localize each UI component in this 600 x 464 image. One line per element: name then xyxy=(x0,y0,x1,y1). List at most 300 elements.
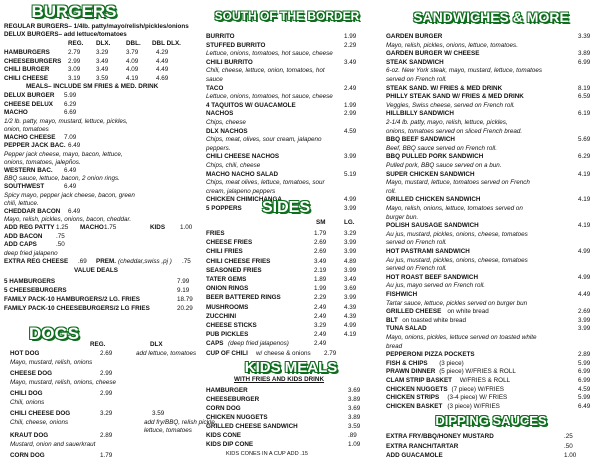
kids-row xyxy=(206,422,368,431)
south-desc-text: Lettuce, onions, tomatoes, hot sauce, cheese xyxy=(206,50,333,58)
meal-price: 6.29 xyxy=(64,100,77,108)
sandwich-desc-text: Mayo, relish, onions, lettuce, tomatoes served on xyxy=(386,205,523,212)
value-price: 18.79 xyxy=(177,296,193,303)
sandwich-desc-text: Au jus, mustard, pickles, onions, cheese, tomatoes xyxy=(386,256,528,264)
sandwich-desc-text: bread xyxy=(386,342,403,350)
sandwich-side: on toasted white bread xyxy=(402,316,467,324)
prem-desc: (cheddar,swiss ,pj ) xyxy=(118,258,172,265)
burger-price: 3.59 xyxy=(96,74,109,82)
dog-name: KRAUT DOG xyxy=(10,432,49,439)
dog-side: add lettuce, tomatoes xyxy=(136,350,197,357)
extra-cheese-row xyxy=(4,257,200,266)
addon-price: 1.25 xyxy=(56,224,69,231)
burgers-col-headers xyxy=(4,39,200,48)
south-desc-text: Chips, meat olives, lettuce, tomatoes, sour xyxy=(206,179,325,187)
side-row xyxy=(206,303,368,312)
value-price: 20.29 xyxy=(177,305,193,312)
kids-price: 3.59 xyxy=(348,423,361,430)
sandwich-price: 4.19 xyxy=(578,170,591,178)
meal-name: WESTERN BAC. xyxy=(4,166,53,174)
kids-row xyxy=(206,395,368,404)
meal-name: MACHO CHEESE xyxy=(4,133,56,141)
side-name: CHEESE FRIES xyxy=(206,239,253,247)
side-sm: 2.19 xyxy=(314,266,327,274)
side-name: MUSHROOMS xyxy=(206,303,249,311)
south-desc-text: Chips, chili, cheese xyxy=(206,162,261,169)
prem-price: .75 xyxy=(182,258,191,265)
south-price: 2.49 xyxy=(344,84,357,92)
value-name: FAMILY PACK-10 HAMBURGERS/2 LG. FRIES xyxy=(4,296,140,303)
burger-price: 4.09 xyxy=(126,66,139,73)
sandwich-price: 3.99 xyxy=(578,316,591,324)
sandwich-name: CHICKEN BASKET xyxy=(386,402,443,410)
caps-row xyxy=(206,339,368,348)
cup-chili-name: CUP OF CHILI xyxy=(206,349,248,357)
side-sm: 2.49 xyxy=(314,331,327,339)
side-lg: 4.19 xyxy=(344,331,357,339)
side-lg: 4.99 xyxy=(344,322,357,329)
south-name: CHILI CHEESE NACHOS xyxy=(206,153,280,161)
side-row xyxy=(206,321,368,330)
dog-desc xyxy=(4,358,200,367)
side-sm: 2.29 xyxy=(314,294,327,302)
sandwich-side: (3-4 piece) W/ FRIES xyxy=(447,394,508,402)
dog-reg: 1.79 xyxy=(100,452,113,459)
side-name: FRIES xyxy=(206,230,225,237)
side-lg: 3.49 xyxy=(344,276,357,283)
sandwich-desc-text: Mayo, onions, pickles, lettuce served on toasted white xyxy=(386,334,537,341)
side-lg: 4.39 xyxy=(344,303,357,311)
burger-price: 2.79 xyxy=(68,49,81,56)
sandwich-name: CLAM STRIP BASKET xyxy=(386,377,453,384)
addon-kids: KIDS xyxy=(150,224,166,231)
addon-price: .75 xyxy=(56,232,65,240)
south-price: 5.19 xyxy=(344,170,357,178)
meal-price: 6.69 xyxy=(64,109,77,116)
value-deal-row xyxy=(4,304,200,313)
dogs-col-headers xyxy=(4,340,200,349)
sandwich-name: BLT xyxy=(386,316,398,324)
south-desc-text: peppers. xyxy=(206,144,231,152)
value-deals-header xyxy=(4,266,200,275)
burger-price: 3.49 xyxy=(96,57,109,65)
sandwich-price: 4.99 xyxy=(578,248,591,255)
side-row xyxy=(206,275,368,284)
sandwich-desc-text: 6-oz. New York steak, mayo, mustard, lettuce, tomatoes xyxy=(386,67,542,75)
south-name: NACHOS xyxy=(206,110,234,118)
extra-cheese-price: .69 xyxy=(78,258,87,265)
burger-price: 4.09 xyxy=(126,57,139,65)
side-sm: 2.49 xyxy=(314,312,327,320)
sandwich-price: 6.59 xyxy=(578,93,591,101)
value-header-text: VALUE DEALS xyxy=(74,267,118,274)
sandwich-side: (3 piece) W/FRIES xyxy=(447,402,500,410)
south-name: CHICKEN CHIMICHANGA xyxy=(206,196,282,204)
dipping-name: EXTRA FRY/BBQ/HONEY MUSTARD xyxy=(386,433,494,441)
sandwich-name: TUNA SALAD xyxy=(386,325,427,333)
side-row xyxy=(206,293,368,302)
sandwich-price: 5.99 xyxy=(578,359,591,367)
south-name: TACO xyxy=(206,84,224,92)
south-price: 1.99 xyxy=(344,101,357,109)
sandwich-price: 6.29 xyxy=(578,153,591,161)
sandwich-side: W/FRIES & ROLL xyxy=(459,377,511,384)
dog-name: CHILI DOG xyxy=(10,390,43,397)
south-price: 3.99 xyxy=(344,153,357,161)
side-sm: 3.29 xyxy=(314,322,327,329)
sandwich-desc-text: Mayo, relish, pickles, onions, lettuce, tomatoes. xyxy=(386,41,518,49)
side-lg: 4.39 xyxy=(344,312,357,320)
burger-price: 3.49 xyxy=(96,66,109,73)
kids-price: 3.89 xyxy=(348,414,361,421)
cup-chili-price: 2.79 xyxy=(324,349,337,357)
sandwich-name: PHILLY STEAK SAND W/ FRIES & MED DRINK xyxy=(386,93,524,101)
side-name: CHILI FRIES xyxy=(206,248,243,256)
sandwich-name: STEAK SANDWICH xyxy=(386,58,444,66)
burger-name: CHEESEBURGERS xyxy=(4,57,62,65)
dog-reg: 3.29 xyxy=(100,410,113,417)
cup-chili-row xyxy=(206,349,368,358)
burger-name: CHILI BURGER xyxy=(4,66,50,73)
sandwich-name: GRILLED CHEESE xyxy=(386,308,442,316)
sandwich-price: 6.99 xyxy=(578,377,591,384)
kids-subtitle-text: WITH FRIES AND KIDS DRINK xyxy=(234,376,325,383)
value-name: FAMILY PACK-10 CHEESEBURGERS/2 LG FRIES xyxy=(4,305,150,312)
value-price: 9.19 xyxy=(177,287,190,294)
sandwich-name: HILLBILLY SANDWICH xyxy=(386,110,454,118)
sandwich-name: BBQ PULLED PORK SANDWICH xyxy=(386,153,484,161)
side-row xyxy=(206,247,368,256)
side-lg: 3.29 xyxy=(344,230,357,237)
sandwich-price: 2.89 xyxy=(578,351,591,359)
value-deal-row xyxy=(4,277,200,286)
side-row xyxy=(206,229,368,238)
burger-name: HAMBURGERS xyxy=(4,49,50,56)
south-price: 2.29 xyxy=(344,41,357,49)
intro-text: DELUX BURGERS– add lettuce/tomatoes xyxy=(4,31,127,38)
burger-price: 3.79 xyxy=(126,49,139,56)
south-title: SOUTH OF THE BORDER xyxy=(214,9,360,23)
burger-price: 4.49 xyxy=(156,66,169,73)
side-name: ONION RINGS xyxy=(206,285,249,293)
sandwich-name: POLISH SAUSAGE SANDWICH xyxy=(386,222,479,230)
dipping-row xyxy=(386,432,596,441)
side-lg: 3.99 xyxy=(344,239,357,247)
sandwich-name: CHICKEN STRIPS xyxy=(386,394,440,402)
sandwich-desc-text: roll. xyxy=(386,187,397,195)
kids-name: CORN DOG xyxy=(206,405,241,412)
meal-name: CHEESE DELUX xyxy=(4,100,53,108)
south-price: 3.99 xyxy=(344,205,357,212)
kids-row xyxy=(206,386,368,395)
burger-price: 3.19 xyxy=(68,74,81,82)
addon-name: ADD REG PATTY xyxy=(4,224,55,231)
kids-name: KIDS DIP CONE xyxy=(206,441,254,448)
sandwich-name: HOT ROAST BEEF SANDWICH xyxy=(386,273,479,281)
kids-name: CHICKEN NUGGETS xyxy=(206,414,268,421)
side-lg: 3.69 xyxy=(344,285,357,293)
side-row xyxy=(206,312,368,321)
sandwich-desc-text: Au jus, mayo served on French roll. xyxy=(386,282,486,290)
dog-name: HOT DOG xyxy=(10,350,40,357)
sandwich-desc-text: Veggies, Swiss cheese, served on French roll. xyxy=(386,101,515,109)
sandwich-price: 6.19 xyxy=(578,110,591,118)
south-name: 4 TAQUITOS W/ GUACAMOLE xyxy=(206,101,296,109)
sandwich-price: 3.39 xyxy=(578,33,591,40)
sandwich-price: 6.49 xyxy=(578,402,591,410)
south-desc-text: sauce xyxy=(206,76,223,83)
col-header: DBL. xyxy=(126,40,141,47)
side-row xyxy=(206,284,368,293)
col-header: REG. xyxy=(68,40,84,47)
meal-desc-text: onion, tomatoes xyxy=(4,125,49,133)
meal-name: CHEDDAR BACON xyxy=(4,207,61,215)
dipping-name: ADD GUACAMOLE xyxy=(386,452,443,460)
side-name: TATER GEMS xyxy=(206,276,247,283)
sandwiches-title: SANDWICHES & MORE xyxy=(413,9,569,25)
sandwich-desc-text: served on French roll. xyxy=(386,265,447,273)
dog-name: CHEESE DOG xyxy=(10,370,52,377)
meal-name: DELUX BURGER xyxy=(4,92,55,99)
meal-desc-text: Spicy mayo, pepper jack cheese, bacon, green xyxy=(4,191,135,199)
meals-header-text: MEALS– INCLUDE SM FRIES & MED. DRINK xyxy=(26,83,159,90)
intro-text: REGULAR BURGERS– 1/4lb. patty/mayo/relish/pickles/onions xyxy=(4,23,189,30)
sides-sm: SM xyxy=(316,219,326,226)
dipping-title: DIPPING SAUCES xyxy=(435,413,547,429)
sandwich-desc-text: burger bun. xyxy=(386,213,419,221)
sandwich-desc-text: served on French roll. xyxy=(386,239,447,247)
side-name: BEER BATTERED RINGS xyxy=(206,294,281,302)
sandwich-price: 4.19 xyxy=(578,196,591,204)
dog-name: CORN DOG xyxy=(10,452,45,459)
south-name: 5 POPPERS xyxy=(206,205,242,212)
side-lg: 3.99 xyxy=(344,266,357,274)
burger-price: 4.19 xyxy=(126,74,139,82)
addon-kids-price: 1.00 xyxy=(180,224,193,231)
sandwich-name: HOT PASTRAMI SANDWICH xyxy=(386,248,470,255)
sandwich-price: 4.59 xyxy=(578,385,591,393)
sandwich-name: FISH & CHIPS xyxy=(386,359,428,367)
meal-name: SOUTHWEST xyxy=(4,183,45,190)
sandwich-desc-text: Tartar sauce, lettuce, pickles served on burger bun xyxy=(386,299,528,307)
burger-price: 4.29 xyxy=(156,49,169,56)
sandwich-name: FISHWICH xyxy=(386,291,418,298)
value-deal-row xyxy=(4,286,200,295)
caps-desc: (deep fried jalapenos) xyxy=(228,340,289,348)
south-desc-text: cream, jalapeno peppers xyxy=(206,187,276,195)
south-desc-text: Lettuce, onions, tomatoes, hot sauce, cheese xyxy=(206,93,333,101)
sandwich-desc-text: 2-1/4 lb. patty, mayo, relish, lettuce, pickles, xyxy=(386,119,508,126)
caps-name: CAPS xyxy=(206,340,224,348)
dog-header-reg: REG. xyxy=(90,341,106,348)
sandwich-desc-text: Mayo, mustard, lettuce, tomatoes served on French xyxy=(386,179,530,187)
sandwich-price: 4.19 xyxy=(578,222,591,230)
addon-macho: MACHO xyxy=(80,224,104,231)
side-sm: 1.99 xyxy=(314,285,327,293)
burgers-title: BURGERS xyxy=(31,2,117,21)
sandwich-name: SUPER CHICKEN SANDWICH xyxy=(386,170,475,178)
burger-price: 3.09 xyxy=(68,66,81,73)
sandwich-price: 3.89 xyxy=(578,50,591,58)
sides-title: SIDES xyxy=(261,199,310,216)
kids-title: KIDS MEALS xyxy=(244,359,338,376)
kids-price: 1.09 xyxy=(348,441,361,448)
addon-name: ADD BACON xyxy=(4,232,43,240)
side-sm: 1.79 xyxy=(314,230,327,237)
meal-desc-text: onions, tomatoes, jalepños. xyxy=(4,158,81,166)
kids-note xyxy=(206,450,368,459)
kids-name: KIDS CONE xyxy=(206,432,241,439)
sandwich-price: 2.69 xyxy=(578,308,591,316)
sandwich-price: 6.99 xyxy=(578,58,591,66)
burgers-intro-line xyxy=(4,30,200,39)
dipping-row xyxy=(386,451,596,460)
sandwich-price: 6.99 xyxy=(578,368,591,376)
south-desc-text: Chips, cheese xyxy=(206,119,246,126)
dipping-price: 1.00 xyxy=(564,452,577,460)
sandwich-name: GARDEN BURGER xyxy=(386,33,443,40)
sandwich-name: BBQ BEEF SANDWICH xyxy=(386,136,455,144)
dipping-name: EXTRA RANCH/TARTAR xyxy=(386,442,459,450)
kids-row xyxy=(206,440,368,449)
sandwich-side: (7 piece) W/FRIES xyxy=(451,385,504,393)
burger-name: CHILI CHEESE xyxy=(4,74,49,82)
dog-name: CHILI CHEESE DOG xyxy=(10,410,71,417)
kids-price: 3.89 xyxy=(348,396,361,403)
meal-price: 6.49 xyxy=(64,183,77,190)
meal-price: 7.09 xyxy=(64,133,77,141)
dog-desc xyxy=(4,378,200,387)
meal-desc-text: Pepper jack cheese, mayo, bacon, lettuce, xyxy=(4,150,123,158)
meal-desc-text: chili, lettuce. xyxy=(4,199,39,207)
meal-name: PEPPER JACK BAC. xyxy=(4,142,66,149)
sandwich-name: PRAWN DINNER xyxy=(386,368,436,376)
value-name: 5 CHEESEBURGERS xyxy=(4,287,67,294)
south-name: STUFFED BURRITO xyxy=(206,41,266,49)
side-row xyxy=(206,257,368,266)
dipping-price: .50 xyxy=(564,442,573,450)
meals-header xyxy=(4,82,200,91)
sandwich-name: CHICKEN NUGGETS xyxy=(386,385,448,393)
dipping-row xyxy=(386,442,596,451)
burger-price: 3.29 xyxy=(96,49,109,56)
sandwich-side: (3 piece) xyxy=(439,359,464,367)
sandwich-desc-text: Beef, BBQ sauce served on French roll. xyxy=(386,144,497,152)
side-sm: 2.69 xyxy=(314,248,327,256)
sandwich-side: (5 piece) W/FRIES & ROLL xyxy=(439,368,516,376)
south-name: DLX NACHOS xyxy=(206,127,248,135)
kids-price: 3.69 xyxy=(348,387,361,394)
sandwich-price: 8.19 xyxy=(578,84,591,92)
south-desc-text: Chips, meat, olives, sour cream, jalapeno xyxy=(206,136,322,144)
kids-name: GRILLED CHEESE SANDWICH xyxy=(206,423,298,430)
value-name: 5 HAMBURGERS xyxy=(4,278,56,285)
sandwich-name: GARDEN BURGER W/ CHEESE xyxy=(386,50,480,58)
meal-price: 6.49 xyxy=(68,142,81,149)
kids-row xyxy=(206,431,368,440)
kids-price: .89 xyxy=(348,432,357,439)
side-sm: 2.69 xyxy=(314,239,327,247)
meal-price: 6.49 xyxy=(68,207,81,215)
side-row xyxy=(206,266,368,275)
addon-macho-price: 1.75 xyxy=(104,224,117,231)
dog-desc-text: Mayo, mustard, relish, onions xyxy=(10,358,93,366)
value-deal-row xyxy=(4,295,200,304)
sandwich-price: 4.99 xyxy=(578,273,591,281)
addon-price: .50 xyxy=(56,241,65,248)
south-name: MACHO NACHO SALAD xyxy=(206,170,279,178)
side-row xyxy=(206,330,368,339)
sandwich-side: on white bread xyxy=(447,308,489,316)
dog-desc-text: Mustard, onion and sauerkraut xyxy=(10,440,96,448)
kids-name: HAMBURGER xyxy=(206,387,248,394)
dog-desc xyxy=(4,398,200,407)
col-header: DBL DLX. xyxy=(152,40,181,47)
dipping-price: .25 xyxy=(564,433,573,441)
caps-price: 2.49 xyxy=(314,340,327,348)
side-row xyxy=(206,238,368,247)
sides-lg: LG. xyxy=(344,219,355,226)
burger-price: 4.49 xyxy=(156,57,169,65)
south-price: 3.49 xyxy=(344,58,357,66)
dog-dlx: 3.59 xyxy=(152,410,165,417)
side-name: CHILI CHEESE FRIES xyxy=(206,257,271,265)
deep-fried-text: deep fried jalapeno xyxy=(4,249,58,257)
dog-desc-text: Mayo, mustard, relish, onions, cheese xyxy=(10,378,117,386)
side-sm: 2.49 xyxy=(314,303,327,311)
dog-side2b: lettuce, tomatoes xyxy=(144,427,192,434)
kids-row xyxy=(206,413,368,422)
kids-subtitle xyxy=(206,375,368,384)
side-sm: 1.89 xyxy=(314,276,327,283)
side-name: CHEESE STICKS xyxy=(206,322,257,329)
sandwich-desc-text: onions, tomatoes served on sliced French bread. xyxy=(386,127,523,135)
dog-side2: add fry/BBQ, relish pickle, xyxy=(144,418,217,426)
sandwich-price: 5.99 xyxy=(578,394,591,402)
dog-reg: 2.99 xyxy=(100,390,113,397)
side-sm: 3.49 xyxy=(314,257,327,265)
sandwich-desc-text: Pulled pork, BBQ sauce served on a bun. xyxy=(386,162,502,169)
meal-price: 6.49 xyxy=(64,166,77,174)
side-name: SEASONED FRIES xyxy=(206,266,262,274)
value-price: 7.99 xyxy=(177,278,190,285)
sandwich-price: 3.99 xyxy=(578,325,591,333)
side-name: PUB PICKLES xyxy=(206,331,249,339)
dog-reg: 2.69 xyxy=(100,350,113,357)
dog-reg: 2.89 xyxy=(100,432,113,439)
south-price: 4.99 xyxy=(344,196,357,204)
south-desc-text: Chili, cheese, lettuce, onion, tomatoes, hot xyxy=(206,67,325,75)
dog-desc-text: Chili, cheese, onions xyxy=(10,418,69,426)
side-name: ZUCCHINI xyxy=(206,312,237,320)
side-lg: 3.99 xyxy=(344,248,357,256)
sandwich-name: GRILLED CHICKEN SANDWICH xyxy=(386,196,481,204)
meal-desc-text: 1/2 lb. patty, mayo, mustard, lettuce, pickles, xyxy=(4,117,128,125)
col-header: DLX. xyxy=(96,40,111,47)
dogs-title: DOGS xyxy=(28,324,80,343)
south-price: 4.59 xyxy=(344,127,357,135)
dog-header-dlx: DLX xyxy=(150,341,163,348)
sandwich-row xyxy=(386,402,596,411)
sides-col-headers xyxy=(206,218,368,227)
sandwich-desc-text: served on French roll. xyxy=(386,76,447,83)
meal-name: MACHO xyxy=(4,109,28,116)
kids-name: CHEESEBURGER xyxy=(206,396,260,403)
sandwich-desc-text: Au jus, mustard, pickles, onions, cheese, tomatoes xyxy=(386,230,528,238)
kids-row xyxy=(206,404,368,413)
burger-price: 2.99 xyxy=(68,57,81,65)
south-name: CHILI BURRITO xyxy=(206,58,253,66)
